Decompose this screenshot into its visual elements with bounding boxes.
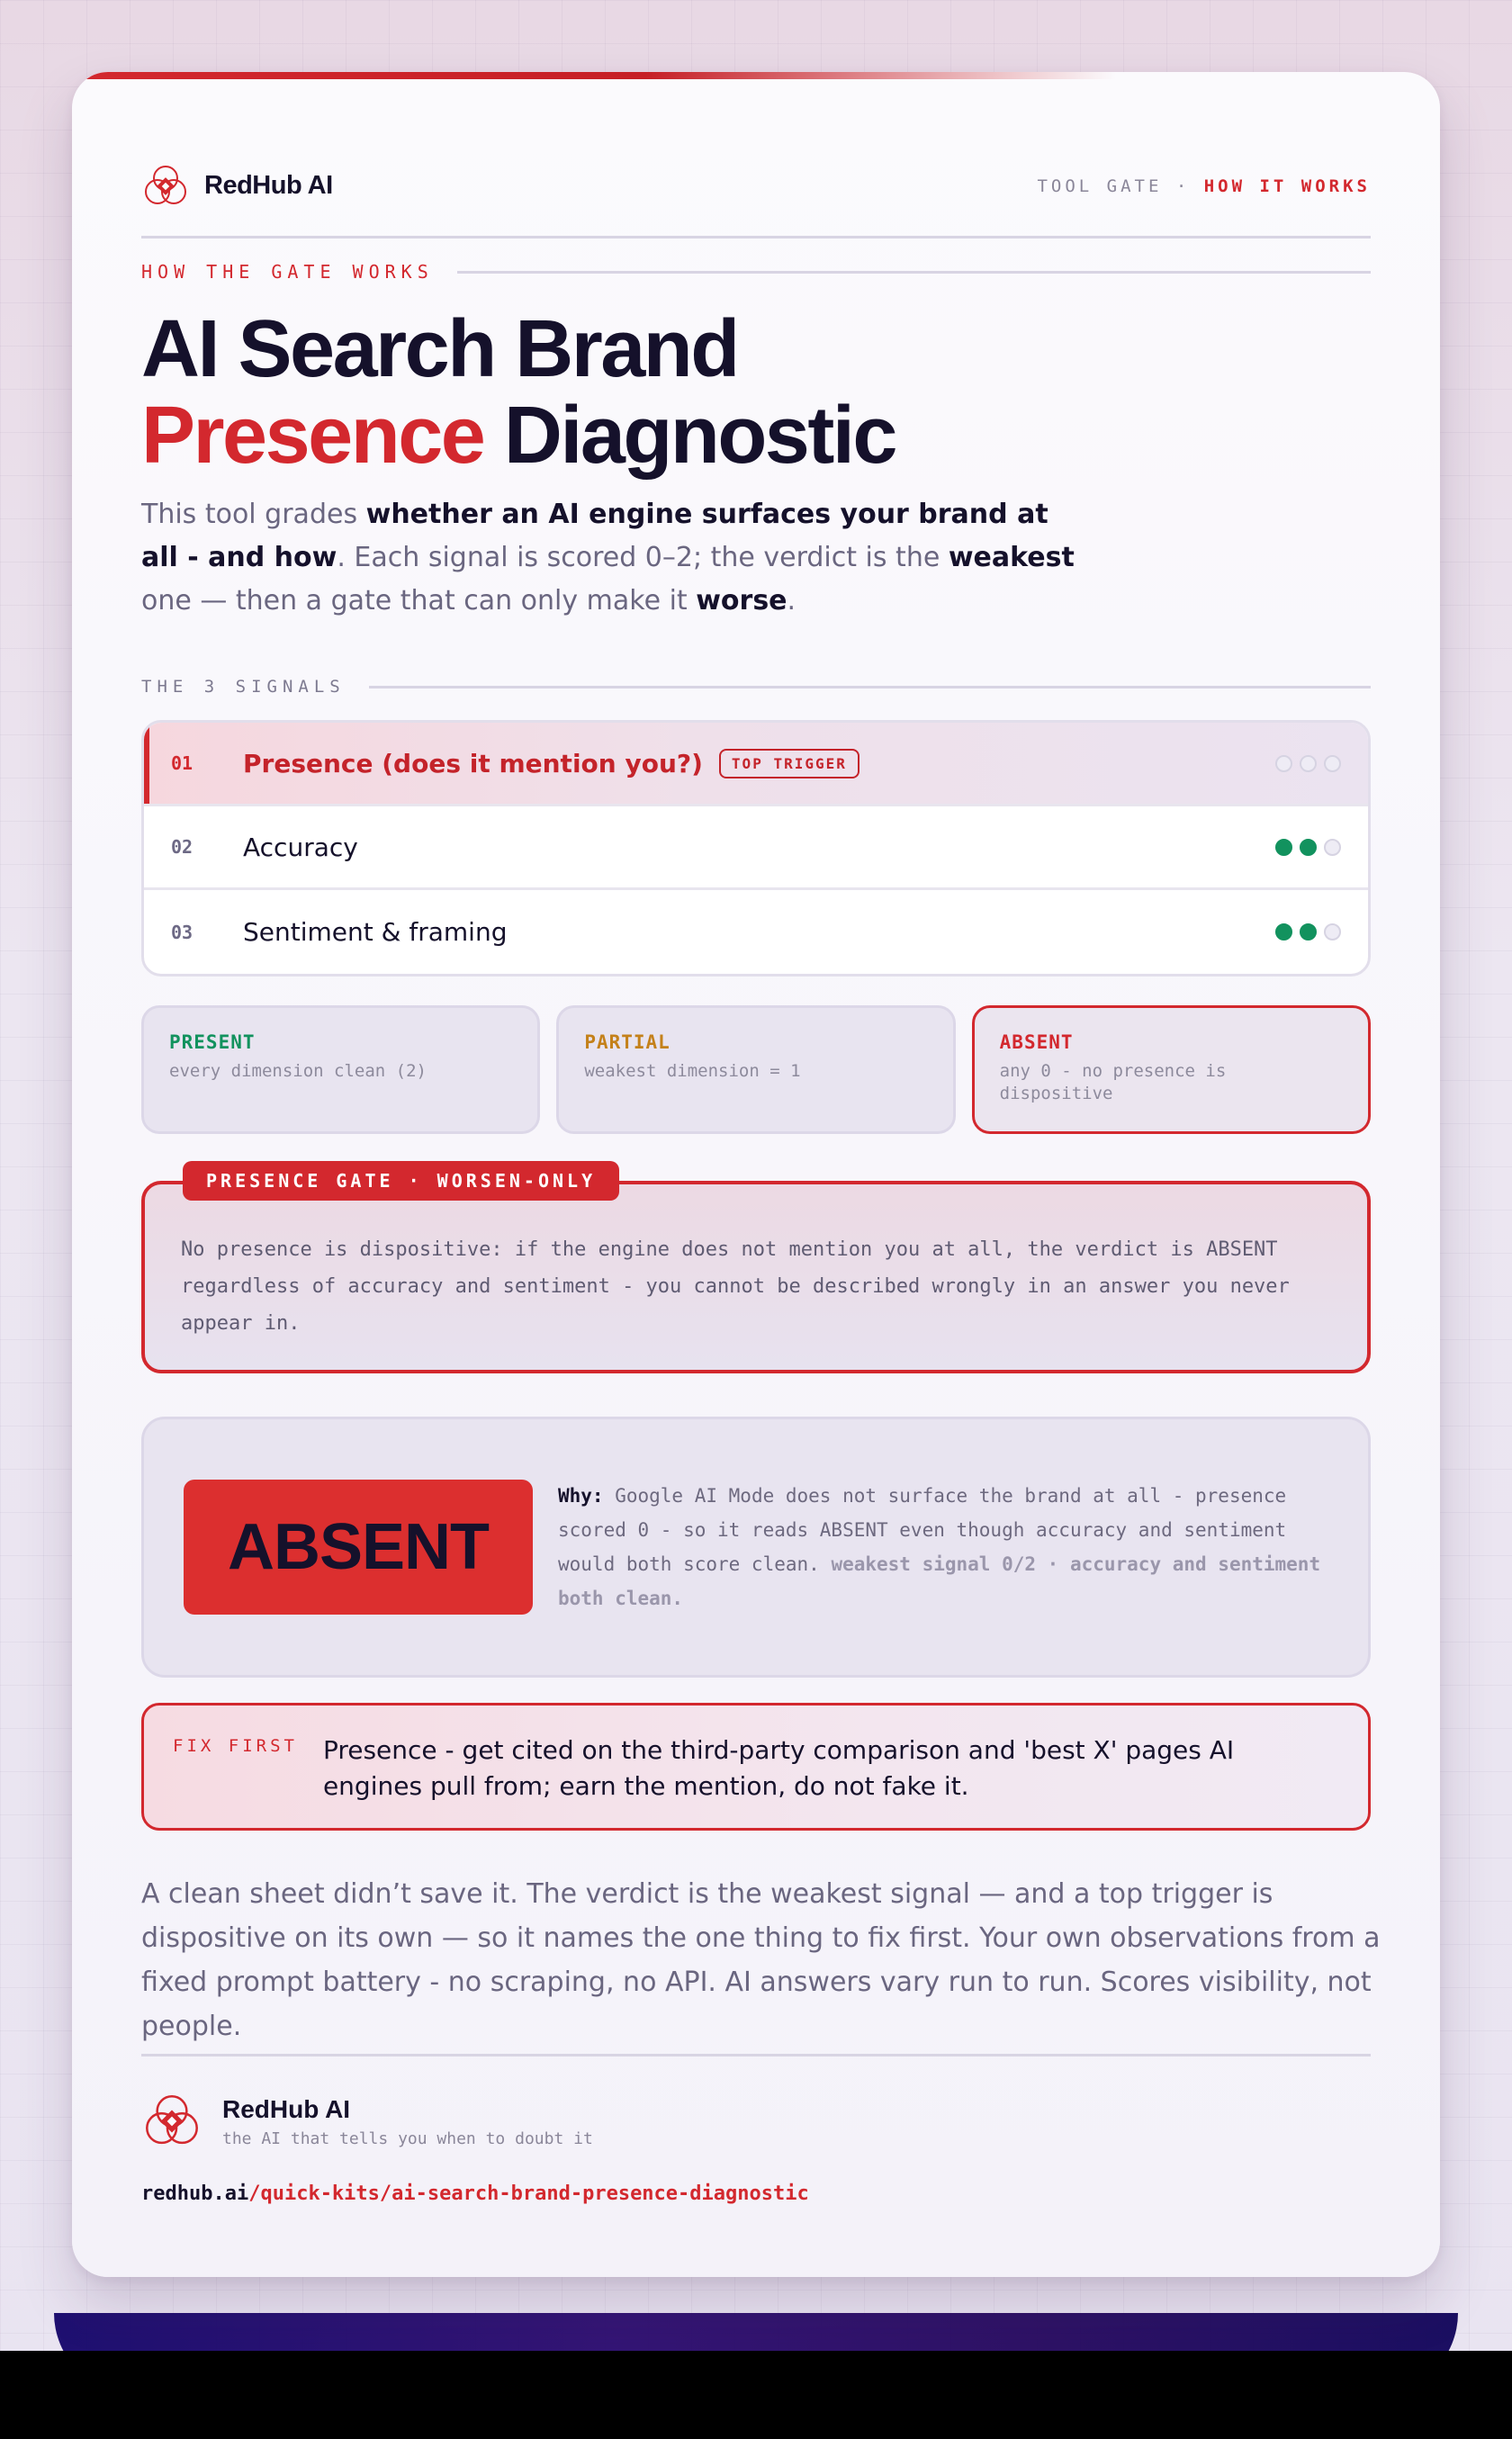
signal-label: Presence (does it mention you?): [243, 748, 703, 778]
eyebrow-divider: [457, 271, 1371, 274]
header: [141, 140, 1371, 238]
signal-row-sentiment[interactable]: [144, 890, 1368, 974]
card-top-accent: [72, 72, 1116, 79]
footer-tagline: the AI that tells you when to doubt it: [222, 2128, 593, 2148]
score-dot: [1324, 755, 1341, 772]
why-note: weakest signal 0/2 · accuracy and sentiment both clean.: [558, 1553, 1321, 1609]
signal-label: Accuracy: [243, 832, 358, 862]
title-line-2: [141, 392, 1371, 479]
verdict-option-title: PRESENT: [169, 1031, 256, 1053]
title-rest: Diagnostic: [483, 391, 896, 481]
fix-first-callout: [141, 1703, 1371, 1831]
signals-divider: [369, 686, 1371, 688]
score-dots: [1275, 923, 1341, 940]
signal-number: 02: [171, 836, 194, 858]
lead-emphasis: whether an AI engine surfaces your brand at all - and how: [141, 499, 1048, 573]
url-host: redhub.ai: [141, 2182, 249, 2205]
eyebrow-row: [141, 261, 1371, 283]
summary-paragraph: A clean sheet didn’t save it. The verdict is the weakest signal — and a top trigger is dispositive on its own — so it names the one thing to fix first. Your own observations from a fixed prompt battery - no scraping, no API. AI answers vary run to run. Scores visibility, not people.: [141, 1878, 1381, 2042]
footer-divider: [141, 2054, 1371, 2056]
why-label: Why:: [558, 1485, 604, 1507]
diagnostic-card: [72, 72, 1440, 2277]
gate-text: No presence is dispositive: if the engine does not mention you at all, the verdict is ABSENT regardless of accuracy and sentiment - you cannot be described wrongly in an answer you never appear in.: [181, 1238, 1290, 1335]
verdict-option-title: ABSENT: [999, 1031, 1074, 1053]
lead-paragraph: [141, 493, 1077, 623]
lead-emphasis: worse: [696, 585, 788, 616]
verdict-option-present[interactable]: [141, 1005, 540, 1134]
verdict-option-desc: weakest dimension = 1: [584, 1061, 801, 1081]
title-accent: Presence: [141, 391, 484, 481]
verdict-option-desc: any 0 - no presence is dispositive: [999, 1061, 1227, 1103]
presence-gate: [141, 1170, 1371, 1373]
signal-label: Sentiment & framing: [243, 917, 508, 947]
score-dot: [1275, 923, 1292, 940]
result-panel: [141, 1417, 1371, 1678]
url-path: /quick-kits/ai-search-brand-presence-diagnostic: [248, 2182, 809, 2205]
verdict-options: [141, 1005, 1371, 1134]
signals-heading-row: [141, 677, 1371, 697]
verdict-explanation: [558, 1479, 1328, 1616]
lead-emphasis: weakest: [948, 542, 1075, 573]
verdict-option-title: PARTIAL: [584, 1031, 670, 1053]
verdict-stamp: ABSENT: [184, 1480, 533, 1615]
fix-first-label: FIX FIRST: [173, 1736, 298, 1756]
title-line-1: AI Search Brand: [141, 304, 738, 394]
signal-number: 03: [171, 921, 194, 943]
redhub-logo-icon: [141, 162, 190, 211]
eyebrow: HOW THE GATE WORKS: [141, 261, 434, 283]
score-dot: [1275, 755, 1292, 772]
lead-text: .: [787, 585, 796, 616]
page-title: [141, 306, 1371, 479]
brand[interactable]: [141, 162, 333, 211]
verdict-option-desc: every dimension clean (2): [169, 1061, 427, 1081]
brand-name: RedHub AI: [204, 171, 333, 200]
nav-how-it-works[interactable]: HOW IT WORKS: [1203, 176, 1371, 196]
nav-tool-gate[interactable]: TOOL GATE ·: [1037, 176, 1204, 196]
score-dots: [1275, 755, 1341, 772]
top-trigger-badge: TOP TRIGGER: [719, 749, 860, 778]
signal-row-accuracy[interactable]: [144, 806, 1368, 890]
signal-row-presence[interactable]: [144, 723, 1368, 806]
score-dot: [1300, 755, 1317, 772]
signal-number: 01: [171, 752, 194, 774]
why-text: Google AI Mode does not surface the brand at all - presence scored 0 - so it reads ABSENT even though accuracy and sentiment would both score clean.: [558, 1485, 1287, 1575]
score-dot: [1275, 839, 1292, 856]
signals-heading: THE 3 SIGNALS: [141, 677, 346, 697]
score-dot: [1300, 923, 1317, 940]
signals-list: [141, 720, 1371, 976]
lead-text: This tool grades: [141, 499, 366, 530]
score-dot: [1300, 839, 1317, 856]
verdict-option-absent[interactable]: [972, 1005, 1371, 1134]
footer-url-link[interactable]: [141, 2182, 1371, 2205]
footer-brand-text: [222, 2095, 593, 2148]
score-dot: [1324, 923, 1341, 940]
header-nav: [1037, 176, 1371, 196]
lead-text: . Each signal is scored 0–2; the verdict is the: [337, 542, 949, 573]
score-dot: [1324, 839, 1341, 856]
verdict-option-partial[interactable]: [556, 1005, 955, 1134]
gate-tag: PRESENCE GATE · WORSEN-ONLY: [183, 1161, 619, 1201]
redhub-logo-icon: [141, 2091, 202, 2152]
footer-brand-name: RedHub AI: [222, 2094, 351, 2123]
fix-first-text: Presence - get cited on the third-party comparison and 'best X' pages AI engines pull from; earn the mention, do not fake it.: [322, 1735, 1235, 1801]
footer-brand: [141, 2091, 1371, 2152]
score-dots: [1275, 839, 1341, 856]
bottom-bar: [0, 2351, 1512, 2439]
lead-text: one — then a gate that can only make it: [141, 585, 697, 616]
